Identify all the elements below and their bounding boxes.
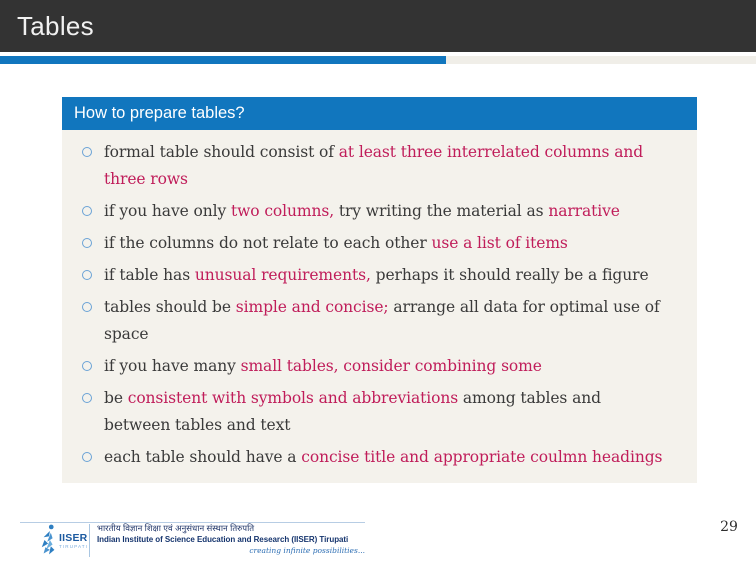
bullet-item	[82, 353, 687, 380]
iiser-tree-logo-icon	[40, 523, 58, 562]
content-block	[62, 97, 697, 483]
bullet-text: be consistent with symbols and abbreviations among tables and between tables and text	[104, 389, 601, 434]
bullet-list	[82, 139, 687, 471]
bullet-text: if you have many small tables, consider combining some	[104, 357, 542, 375]
bullet-text: if the columns do not relate to each other use a list of items	[104, 234, 568, 252]
circle-bullet-icon	[82, 147, 92, 157]
circle-bullet-icon	[82, 270, 92, 280]
circle-bullet-icon	[82, 393, 92, 403]
block-body	[62, 130, 697, 483]
logo-separator-line	[89, 524, 90, 557]
bullet-item	[82, 444, 687, 471]
institute-block	[97, 523, 365, 556]
institute-name-english: Indian Institute of Science Education and Research (IISER) Tirupati	[97, 535, 349, 544]
slide-title: Tables	[17, 10, 94, 41]
bullet-item	[82, 262, 687, 289]
bullet-item	[82, 139, 687, 193]
circle-bullet-icon	[82, 238, 92, 248]
slide-header	[0, 0, 756, 52]
circle-bullet-icon	[82, 302, 92, 312]
block-title: How to prepare tables?	[62, 97, 697, 130]
bullet-item	[82, 294, 687, 348]
bullet-text: each table should have a concise title and appropriate coulmn headings	[104, 448, 663, 466]
institute-name-hindi: भारतीय विज्ञान शिक्षा एवं अनुसंधान संस्थान तिरुपति	[97, 523, 255, 533]
circle-bullet-icon	[82, 361, 92, 371]
circle-bullet-icon	[82, 206, 92, 216]
logo-city: TIRUPATI	[59, 544, 89, 549]
bullet-item	[82, 198, 687, 225]
bullet-text: if you have only two columns, try writing the material as narrative	[104, 202, 620, 220]
progress-track	[0, 56, 756, 64]
logo-acronym: IISER	[59, 532, 88, 544]
circle-bullet-icon	[82, 452, 92, 462]
page-number: 29	[720, 519, 738, 535]
progress-fill	[0, 56, 446, 64]
bullet-item	[82, 230, 687, 257]
bullet-text: if table has unusual requirements, perhaps it should really be a figure	[104, 266, 649, 284]
bullet-item	[82, 385, 687, 439]
bullet-text: formal table should consist of at least three interrelated columns and three rows	[104, 143, 644, 188]
logo-wordmark	[59, 533, 88, 550]
institute-tagline: creating infinite possibilities...	[249, 546, 365, 555]
bullet-text: tables should be simple and concise; arrange all data for optimal use of space	[104, 298, 660, 343]
